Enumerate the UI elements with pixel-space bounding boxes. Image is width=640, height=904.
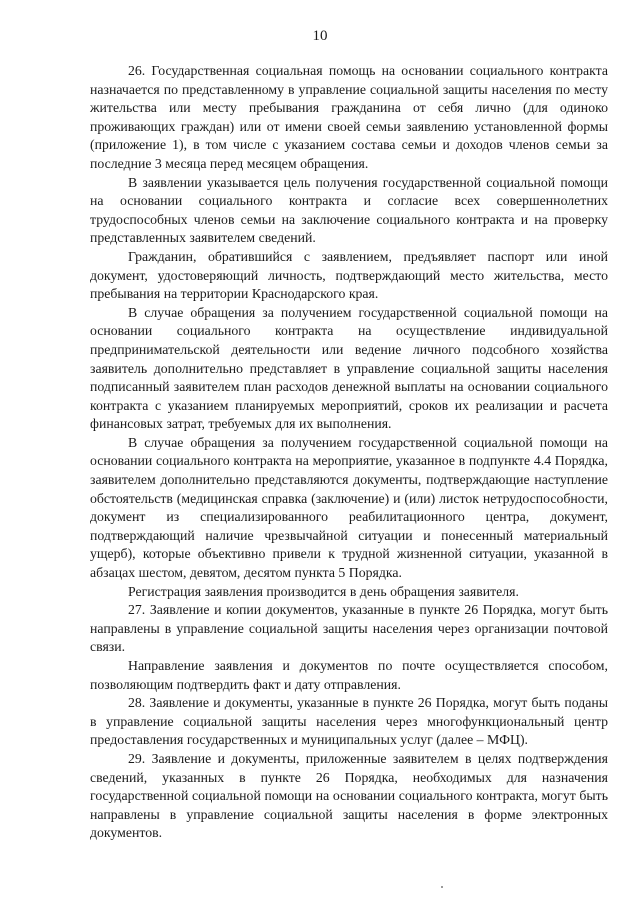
- paragraph-28: 28. Заявление и документы, указанные в пункте 26 Порядка, могут быть поданы в управление социальной защиты населения через многофункциональный центр предоставления государственных и муниципальных услуг (далее – МФЦ).: [90, 695, 608, 748]
- paragraph-hardship-documents: В случае обращения за получением государственной социальной помощи на основании социального контракта на мероприятие, указанное в подпункте 4.4 Порядка, заявителем дополнительно представляются документы, подтверждающие наступление обстоятельств (медицинская справка (заключение) и (или) листок нетрудоспособности, документ из специализированного реабилитационного центра, документ, подтверждающий наличие чрезвычайной ситуации и понесенный материальный ущерб), которые объективно привели к трудной жизненной ситуации, указанной в абзацах шестом, девятом, десятом пункта 5 Порядка.: [90, 434, 608, 581]
- paragraph-application-purpose: В заявлении указывается цель получения государственной социальной помощи на основании социального контракта и согласие всех совершеннолетних трудоспособных членов семьи на заключение социального контракта и на проверку представленных заявителем сведений.: [90, 174, 608, 246]
- paragraph-29: 29. Заявление и документы, приложенные заявителем в целях подтверждения сведений, указанных в пункте 26 Порядка, необходимых для назначения государственной социальной помощи на основании социального контракта, могут быть направлены в управление социальной защиты населения в форме электронных документов.: [90, 750, 608, 841]
- paragraph-26: 26. Государственная социальная помощь на основании социального контракта назначается по представленному в управление социальной защиты населения по месту жительства или месту пребывания гражданина от себя лично (для одиноко проживающих граждан) или от имени своей семьи заявлению установленной формы (приложение 1), в том числе с указанием состава семьи и доходов членов семьи за последние 3 месяца перед месяцем обращения.: [90, 63, 608, 171]
- paragraph-27: 27. Заявление и копии документов, указанные в пункте 26 Порядка, могут быть направлены в управление социальной защиты населения через организации почтовой связи.: [90, 602, 608, 655]
- scan-speck: [441, 886, 443, 888]
- paragraph-passport: Гражданин, обратившийся с заявлением, предъявляет паспорт или иной документ, удостоверяющий личность, подтверждающий место жительства, место пребывания на территории Краснодарского края.: [90, 248, 608, 302]
- document-body: [90, 62, 608, 843]
- page-number: 10: [312, 28, 328, 44]
- paragraph-business-plan: В случае обращения за получением государственной социальной помощи на основании социального контракта на осуществление индивидуальной предпринимательской деятельности или ведение личного подсобного хозяйства заявитель дополнительно представляет в управление социальной защиты населения подписанный заявителем план расходов денежной выплаты на основании социального контракта с указанием планируемых мероприятий, сроков их реализации и расчета финансовых затрат, требуемых для их выполнения.: [90, 304, 608, 432]
- paragraph-postal-method: Направление заявления и документов по почте осуществляется способом, позволяющим подтвердить факт и дату отправления.: [90, 658, 608, 692]
- paragraph-registration: Регистрация заявления производится в день обращения заявителя.: [128, 583, 519, 599]
